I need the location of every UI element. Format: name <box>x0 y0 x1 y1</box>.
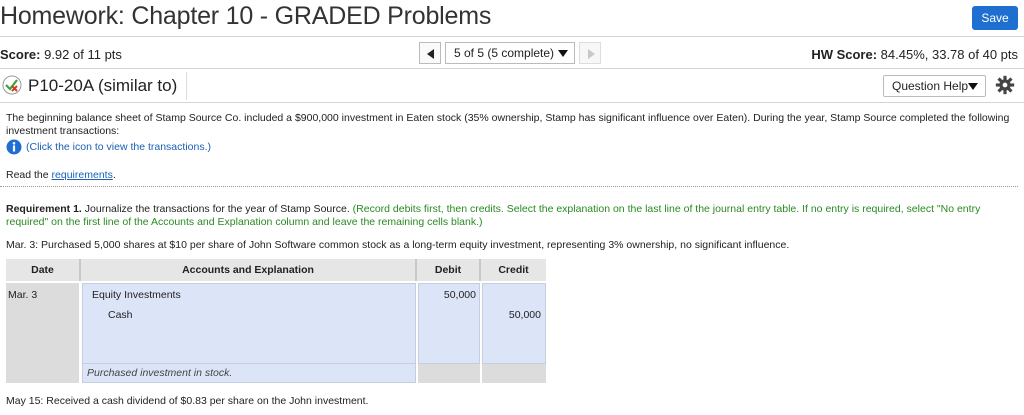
requirement-text <box>6 203 1006 229</box>
gear-icon[interactable] <box>994 74 1016 96</box>
question-pager <box>419 42 601 64</box>
header-credit: Credit <box>481 259 546 281</box>
transaction-may15: May 15: Received a cash dividend of $0.83 per share on the John investment. <box>6 395 369 407</box>
score-value: 9.92 of 11 pts <box>44 47 122 62</box>
date-cell[interactable] <box>6 283 79 383</box>
divider <box>0 36 1024 37</box>
hw-score <box>811 47 1018 62</box>
header-date: Date <box>6 259 81 281</box>
read-prefix: Read the <box>6 169 52 181</box>
debit-cell[interactable] <box>418 283 480 364</box>
problem-intro: The beginning balance sheet of Stamp Source Co. included a $900,000 investment in Eaten stock (35% ownership, Stamp has significant influence over Eaten). During the year, Stamp Source completed the following investment transactions: <box>6 112 1010 137</box>
read-suffix: . <box>112 169 116 181</box>
read-requirements <box>6 169 116 182</box>
date-value: Mar. 3 <box>8 289 38 301</box>
hw-score-label: HW Score: <box>811 47 878 62</box>
transaction-mar3: Mar. 3: Purchased 5,000 shares at $10 per share of John Software common stock as a long-term equity investment, representing 3% ownership, no significant influence. <box>6 239 790 251</box>
header-accounts: Accounts and Explanation <box>81 259 417 281</box>
explanation-value[interactable]: Purchased investment in stock. <box>87 367 233 379</box>
divider <box>186 72 187 100</box>
question-select-label: 5 of 5 (5 complete) <box>454 46 555 60</box>
requirement-label: Requirement 1. <box>6 203 82 215</box>
save-button[interactable]: Save <box>972 6 1018 30</box>
accounts-cell[interactable] <box>82 283 416 364</box>
debit-row-1[interactable]: 50,000 <box>443 289 476 301</box>
credit-explanation-blank <box>482 364 546 383</box>
caret-down-icon <box>558 50 568 57</box>
requirement-instruction: Journalize the transactions for the year of Stamp Source. <box>81 203 353 215</box>
debit-explanation-blank <box>418 364 480 383</box>
question-help-button[interactable] <box>883 75 986 97</box>
caret-down-icon <box>968 83 978 90</box>
account-row-2[interactable]: Cash <box>108 309 133 321</box>
info-icon[interactable] <box>6 139 22 155</box>
account-row-1[interactable]: Equity Investments <box>92 289 181 301</box>
divider <box>0 68 1024 69</box>
score-label: Score: <box>0 47 41 62</box>
score <box>0 47 122 62</box>
next-arrow-icon[interactable] <box>579 42 601 64</box>
dotted-divider <box>0 186 1018 187</box>
partial-credit-icon <box>2 75 22 95</box>
divider <box>0 102 1024 103</box>
credit-cell[interactable] <box>482 283 546 364</box>
requirements-link[interactable]: requirements <box>51 169 113 181</box>
view-transactions-link[interactable]: (Click the icon to view the transactions.) <box>26 141 211 153</box>
hw-score-value: 84.45%, 33.78 of 40 pts <box>880 47 1018 62</box>
question-help-label: Question Help <box>892 79 969 93</box>
prev-arrow-icon[interactable] <box>419 42 441 64</box>
page-title: Homework: Chapter 10 - GRADED Problems <box>0 2 492 30</box>
header-debit: Debit <box>417 259 481 281</box>
credit-row-2[interactable]: 50,000 <box>508 309 541 321</box>
question-select[interactable] <box>445 42 575 64</box>
journal-entry-table <box>6 259 546 383</box>
explanation-cell[interactable] <box>82 364 416 383</box>
requirement-hint: (Record debits first, then credits. Select the explanation on the last line of the journal entry table. If no entry is required, select "No entry required" on the first line of the Accounts and Explanation column and leave the remaining cells blank.) <box>6 203 981 228</box>
problem-title: P10-20A (similar to) <box>28 76 178 95</box>
